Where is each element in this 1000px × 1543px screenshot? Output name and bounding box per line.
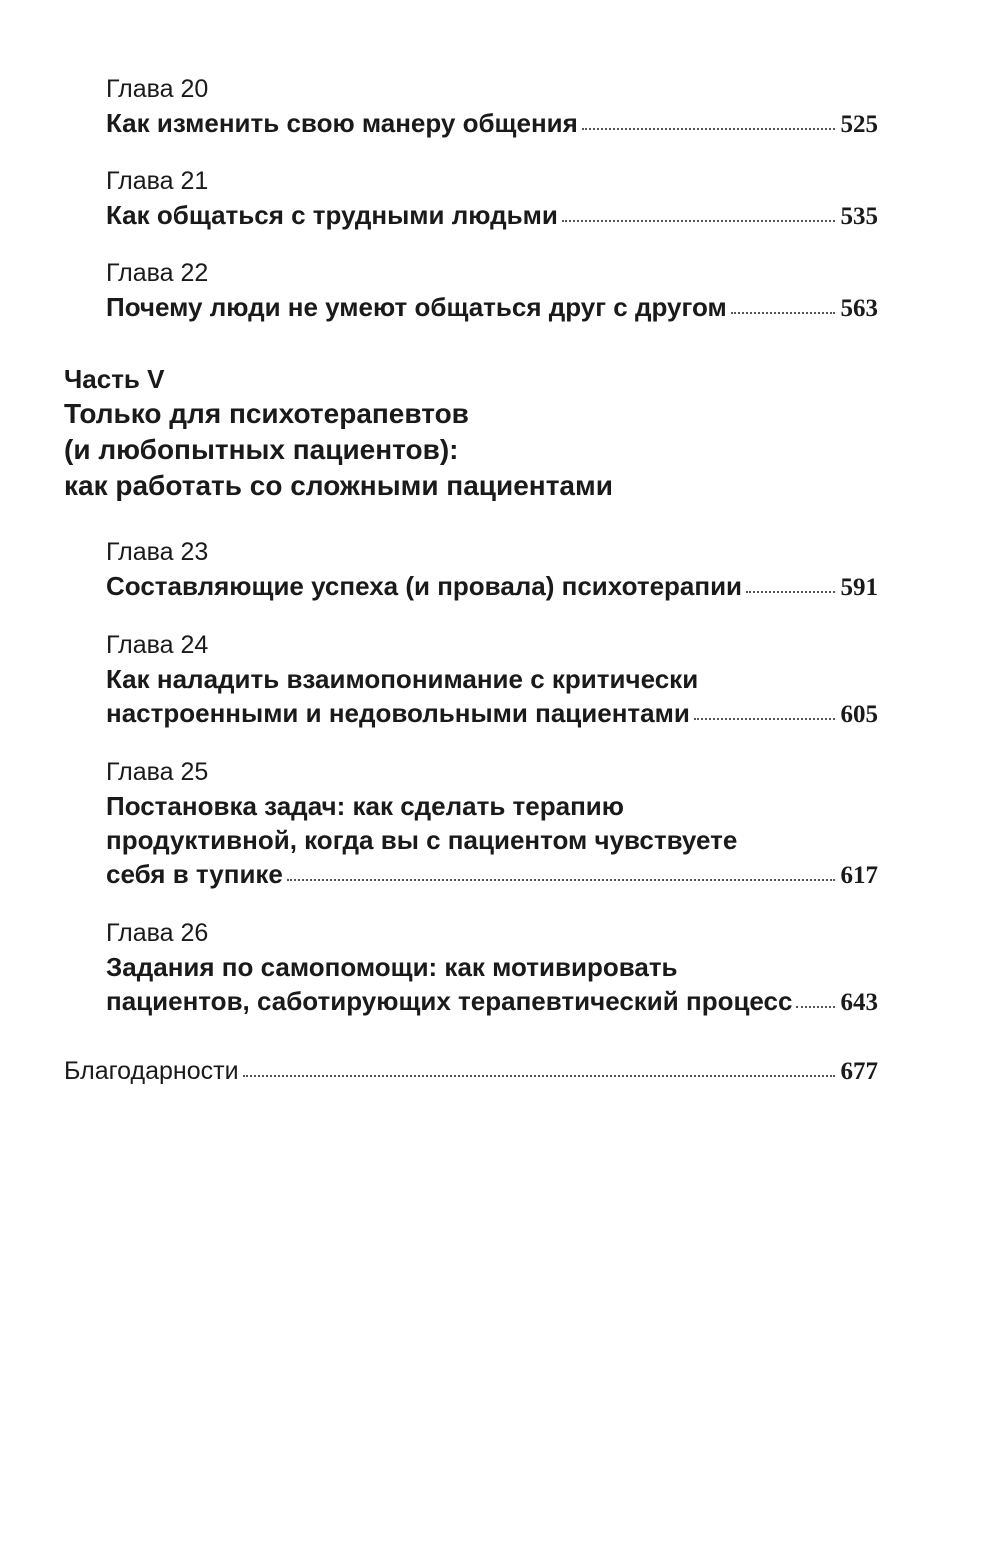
chapter-title-line: продуктивной, когда вы с пациентом чувствуете <box>106 825 738 855</box>
part-title-line: как работать со сложными пациентами <box>64 470 613 501</box>
chapter-title-line <box>106 984 878 1018</box>
acknowledgements-line <box>64 1054 878 1088</box>
chapter-label: Глава 24 <box>106 631 209 659</box>
dot-leader <box>731 312 835 314</box>
page-number: 525 <box>840 111 878 138</box>
chapter-title: Почему люди не умеют общаться друг с другом <box>106 292 727 322</box>
toc-entry-chapter-22[interactable] <box>106 256 878 324</box>
chapter-label: Глава 21 <box>106 167 209 195</box>
chapter-title-line <box>106 198 878 232</box>
toc-entry-chapter-25[interactable] <box>106 755 878 891</box>
chapter-title: Как изменить свою манеру общения <box>106 108 578 138</box>
page-number: 535 <box>840 203 878 230</box>
toc-entry-chapter-26[interactable] <box>106 916 878 1018</box>
chapter-title-line <box>106 106 878 140</box>
dot-leader <box>562 220 835 222</box>
chapter-title: настроенными и недовольными пациентами <box>106 698 690 728</box>
chapter-title: пациентов, саботирующих терапевтический процесс <box>106 986 793 1016</box>
page-number: 605 <box>840 701 878 728</box>
chapter-title: Составляющие успеха (и провала) психотерапии <box>106 571 743 601</box>
dot-leader <box>796 1006 834 1008</box>
toc-entry-chapter-24[interactable] <box>106 628 878 730</box>
page-number: 677 <box>840 1058 878 1085</box>
chapter-title: себя в тупике <box>106 859 283 889</box>
chapter-title-line <box>106 857 878 891</box>
chapter-title-line <box>106 290 878 324</box>
part-title-line: Только для психотерапевтов <box>64 398 469 429</box>
chapter-label: Глава 25 <box>106 758 209 786</box>
toc-entry-chapter-21[interactable] <box>106 164 878 232</box>
dot-leader <box>746 591 834 593</box>
page-number: 591 <box>840 574 878 601</box>
chapter-title-line: Как наладить взаимопонимание с критически <box>106 664 699 694</box>
chapter-title-line <box>106 696 878 730</box>
chapter-title-line: Постановка задач: как сделать терапию <box>106 791 624 821</box>
page-number: 643 <box>840 989 878 1016</box>
dot-leader <box>287 879 835 881</box>
toc-entry-chapter-20[interactable] <box>106 72 878 140</box>
part-title-line: (и любопытных пациентов): <box>64 434 459 465</box>
toc-entry-chapter-23[interactable] <box>106 535 878 603</box>
dot-leader <box>582 128 835 130</box>
chapter-title-line <box>106 569 878 603</box>
toc-part-5[interactable] <box>64 362 884 504</box>
acknowledgements-title: Благодарности <box>64 1057 239 1085</box>
page-number: 563 <box>840 295 878 322</box>
chapter-label: Глава 22 <box>106 259 209 287</box>
part-label: Часть V <box>64 364 165 394</box>
dot-leader <box>694 718 835 720</box>
chapter-label: Глава 20 <box>106 75 209 103</box>
chapter-title-line: Задания по самопомощи: как мотивировать <box>106 952 678 982</box>
page-number: 617 <box>840 862 878 889</box>
toc-entry-acknowledgements[interactable] <box>64 1054 878 1088</box>
chapter-label: Глава 23 <box>106 538 209 566</box>
chapter-title: Как общаться с трудными людьми <box>106 200 558 230</box>
chapter-label: Глава 26 <box>106 919 209 947</box>
dot-leader <box>243 1075 835 1077</box>
